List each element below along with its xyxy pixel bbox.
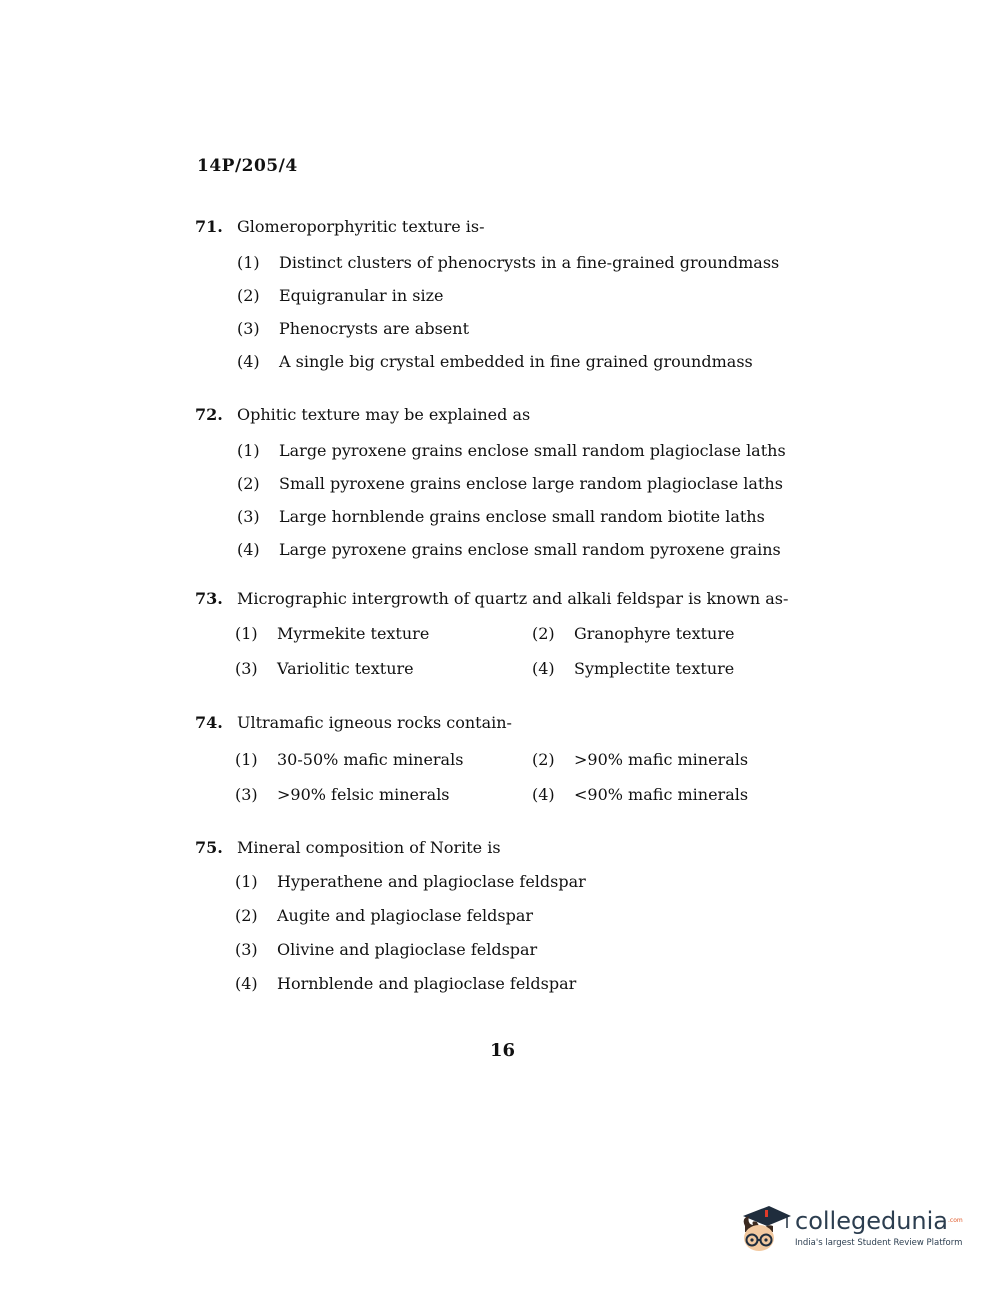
option-text: A single big crystal embedded in fine grained groundmass: [279, 352, 753, 371]
option: [237, 467, 835, 500]
option-label: (4): [532, 659, 555, 678]
logo-name: [795, 1208, 963, 1234]
option-label: (3): [237, 507, 260, 526]
option-label: (3): [235, 659, 258, 678]
option-label: (2): [235, 906, 258, 925]
option-label: (1): [235, 624, 258, 643]
option-text: Large pyroxene grains enclose small random plagioclase laths: [279, 441, 786, 460]
option-label: (2): [532, 624, 555, 643]
option-label: (4): [237, 352, 260, 371]
option-label: (4): [237, 540, 260, 559]
collegedunia-logo[interactable]: [735, 1195, 965, 1260]
option-text: Equigranular in size: [279, 286, 444, 305]
option-text: <90% mafic minerals: [574, 785, 749, 804]
question-text: Mineral composition of Norite is: [237, 838, 501, 857]
option: [532, 777, 832, 812]
option-text: 30-50% mafic minerals: [277, 750, 464, 769]
question-74: [195, 713, 835, 812]
option-text: Distinct clusters of phenocrysts in a fine-grained groundmass: [279, 253, 780, 272]
option-text: Small pyroxene grains enclose large random plagioclase laths: [279, 474, 783, 493]
question-73: [195, 589, 835, 686]
option: [235, 616, 532, 651]
logo-name-text: collegedunia: [795, 1206, 949, 1235]
option-label: (4): [532, 785, 555, 804]
logo-tagline: India's largest Student Review Platform: [795, 1237, 963, 1248]
student-mascot-icon: [735, 1198, 793, 1258]
option-text: Myrmekite texture: [277, 624, 430, 643]
option: [235, 742, 532, 777]
option: [237, 500, 835, 533]
option: [235, 777, 532, 812]
question-number: 74.: [195, 713, 223, 732]
option: [237, 434, 835, 467]
option-text: Augite and plagioclase feldspar: [277, 906, 534, 925]
question-number: 75.: [195, 838, 223, 857]
option: [532, 742, 832, 777]
option-text: Variolitic texture: [277, 659, 414, 678]
option: [237, 312, 835, 345]
option-label: (3): [237, 319, 260, 338]
option: [235, 899, 835, 933]
option-text: Hornblende and plagioclase feldspar: [277, 974, 577, 993]
option-text: Phenocrysts are absent: [279, 319, 469, 338]
question-number: 73.: [195, 589, 223, 608]
logo-suffix: .com: [948, 1216, 963, 1224]
option: [237, 246, 835, 279]
option-text: >90% mafic minerals: [574, 750, 749, 769]
paper-code: 14P/205/4: [197, 156, 298, 176]
option-text: Large hornblende grains enclose small random biotite laths: [279, 507, 765, 526]
logo-text: [795, 1208, 963, 1248]
option-text: >90% felsic minerals: [277, 785, 450, 804]
question-75: [195, 838, 835, 1001]
question-72: [195, 405, 835, 566]
option-label: (1): [235, 872, 258, 891]
option-label: (3): [235, 785, 258, 804]
option-label: (4): [235, 974, 258, 993]
option-text: Olivine and plagioclase feldspar: [277, 940, 538, 959]
option: [237, 279, 835, 312]
option: [235, 933, 835, 967]
option-text: Hyperathene and plagioclase feldspar: [277, 872, 586, 891]
option: [235, 865, 835, 899]
option-label: (1): [235, 750, 258, 769]
option: [237, 533, 835, 566]
option: [237, 345, 835, 378]
option-text: Large pyroxene grains enclose small random pyroxene grains: [279, 540, 781, 559]
option-label: (3): [235, 940, 258, 959]
option-text: Granophyre texture: [574, 624, 735, 643]
question-text: Ultramafic igneous rocks contain-: [237, 713, 512, 732]
question-number: 72.: [195, 405, 223, 424]
question-text: Ophitic texture may be explained as: [237, 405, 531, 424]
question-text: Micrographic intergrowth of quartz and alkali feldspar is known as-: [237, 589, 789, 608]
option: [235, 967, 835, 1001]
option: [532, 651, 832, 686]
option: [235, 651, 532, 686]
option-label: (2): [237, 286, 260, 305]
option-label: (1): [237, 253, 260, 272]
page-number: 16: [490, 1040, 516, 1061]
question-number: 71.: [195, 217, 223, 236]
option-text: Symplectite texture: [574, 659, 735, 678]
option: [532, 616, 832, 651]
option-label: (1): [237, 441, 260, 460]
question-71: [195, 217, 835, 378]
question-text: Glomeroporphyritic texture is-: [237, 217, 485, 236]
option-label: (2): [237, 474, 260, 493]
option-label: (2): [532, 750, 555, 769]
